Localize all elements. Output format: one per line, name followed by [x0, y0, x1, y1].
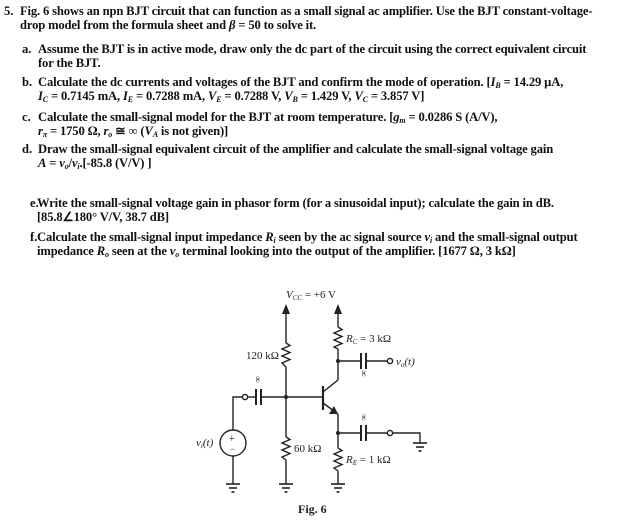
text-segment: π — [42, 130, 47, 139]
ground-icon — [226, 443, 427, 492]
r2-label: 60 kΩ — [294, 443, 322, 455]
re-label: RE = 1 kΩ — [346, 454, 391, 467]
text-segment: Calculate the small-signal input impedance — [37, 230, 266, 244]
text-segment: C — [42, 95, 48, 104]
text-segment: o — [108, 130, 113, 139]
cap-infinity-input: ∞ — [253, 376, 263, 383]
text-segment: [85.8∠180° V/V, 38.7 dB] — [37, 210, 169, 224]
text-segment: V — [208, 89, 217, 103]
text-segment: and the small-signal output — [432, 230, 578, 244]
resistor-60k — [282, 437, 290, 460]
text-segment: B — [292, 95, 298, 104]
text-segment: = 50 to solve it. — [235, 18, 317, 32]
source-plus: + — [229, 434, 235, 445]
text-segment: Fig. 6 shows an npn BJT circuit that can function as a small signal ac amplifier. Use the BJT constant-voltage- — [20, 4, 593, 18]
text-segment: I — [490, 75, 496, 89]
transistor-collector — [323, 380, 338, 392]
input-terminal — [242, 394, 247, 399]
part-marker: e. — [30, 196, 39, 210]
text-segment: Draw the small-signal equivalent circuit of the amplifier and calculate the small-signal voltage gain — [38, 142, 554, 156]
text-segment: = 0.7145 mA, — [47, 89, 123, 103]
text-segment: Assume the BJT is in active mode, draw only the dc part of the circuit using the correct equivalent circuit — [38, 42, 587, 56]
emitter-arrow — [329, 406, 338, 414]
text-segment: Calculate the dc currents and voltages of the BJT and confirm the mode of operation. [ — [38, 75, 491, 89]
text-segment: R — [265, 230, 274, 244]
text-segment: v — [59, 156, 65, 170]
text-segment: = 1750 Ω, — [46, 124, 104, 138]
text-segment: seen at the — [108, 244, 170, 258]
text-segment: g — [393, 110, 400, 124]
text-segment: = 0.7288 V, — [221, 89, 285, 103]
text-segment: = — [46, 156, 60, 170]
text-segment: m — [399, 116, 406, 125]
part-marker: a. — [22, 42, 32, 56]
text-segment: = 3.857 V] — [367, 89, 425, 103]
text-segment: .[-85.8 (V/V) ] — [79, 156, 152, 170]
text-segment: terminal looking into the output of the amplifier. [1677 Ω, 3 kΩ] — [179, 244, 516, 258]
text-segment: = 0.7288 mA, — [132, 89, 208, 103]
text-segment: v — [169, 244, 176, 258]
text-segment: V — [354, 89, 363, 103]
text-segment: = 0.0286 S (A/V), — [405, 110, 498, 124]
resistor-120k — [282, 343, 290, 367]
part-marker: d. — [22, 142, 33, 156]
text-segment: v — [71, 156, 78, 170]
problem-number: 5. — [4, 4, 14, 18]
text-segment: A — [38, 156, 47, 170]
output-terminal — [387, 358, 392, 363]
resistor-re — [334, 448, 342, 471]
vcc-arrow-left — [282, 304, 290, 314]
text-segment: / — [68, 156, 72, 170]
rc-label: RC = 3 kΩ — [346, 333, 392, 346]
part-marker: c. — [22, 110, 31, 124]
text-segment: E — [216, 95, 222, 104]
text-segment: V — [144, 124, 153, 138]
text-segment: r — [103, 124, 109, 138]
text-segment: = 14.29 µA, — [500, 75, 564, 89]
text-segment: C — [362, 95, 368, 104]
text-segment: is not given)] — [157, 124, 229, 138]
resistor-rc — [334, 327, 342, 349]
vi-label: vi(t) — [196, 437, 214, 450]
text-segment: i — [273, 236, 276, 245]
text-segment: for the BJT. — [38, 56, 101, 70]
source-minus: − — [230, 444, 236, 454]
text-segment: r — [38, 124, 43, 138]
text-segment: ≅ ∞ ( — [112, 124, 145, 138]
text-segment: I — [123, 89, 128, 103]
text-segment: A — [152, 130, 158, 139]
r1-label: 120 kΩ — [246, 350, 279, 362]
vo-label: vo(t) — [396, 356, 415, 369]
vcc-arrow-right — [334, 304, 342, 314]
text-segment: i — [429, 236, 432, 245]
part-marker: f. — [30, 230, 38, 244]
text-segment: V — [284, 89, 293, 103]
text-segment: R — [96, 244, 105, 258]
text-segment: β — [228, 18, 236, 32]
text-segment: B — [495, 81, 501, 90]
cap-infinity-output: ∞ — [359, 370, 369, 377]
text-segment: o — [104, 250, 109, 259]
text-segment: v — [424, 230, 430, 244]
text-segment: drop model from the formula sheet and — [20, 18, 229, 32]
text-segment: i — [77, 162, 80, 171]
text-segment: seen by the ac signal source — [275, 230, 425, 244]
cap-infinity-bypass: ∞ — [359, 414, 369, 421]
text-segment: Calculate the small-signal model for the BJT at room temperature. [ — [38, 110, 394, 124]
text-segment: E — [127, 95, 133, 104]
text-segment: impedance — [37, 244, 97, 258]
text-segment: Write the small-signal voltage gain in phasor form (for a sinusoidal input); calculate the gain in dB. — [37, 196, 554, 210]
figure-caption: Fig. 6 — [298, 502, 327, 516]
text-segment: o — [64, 162, 69, 171]
text-segment: o — [175, 250, 180, 259]
text-segment: = 1.429 V, — [297, 89, 355, 103]
bypass-terminal — [387, 430, 392, 435]
vcc-label: VCC = +6 V — [286, 289, 336, 302]
text-segment: I — [38, 89, 43, 103]
part-marker: b. — [22, 75, 33, 89]
